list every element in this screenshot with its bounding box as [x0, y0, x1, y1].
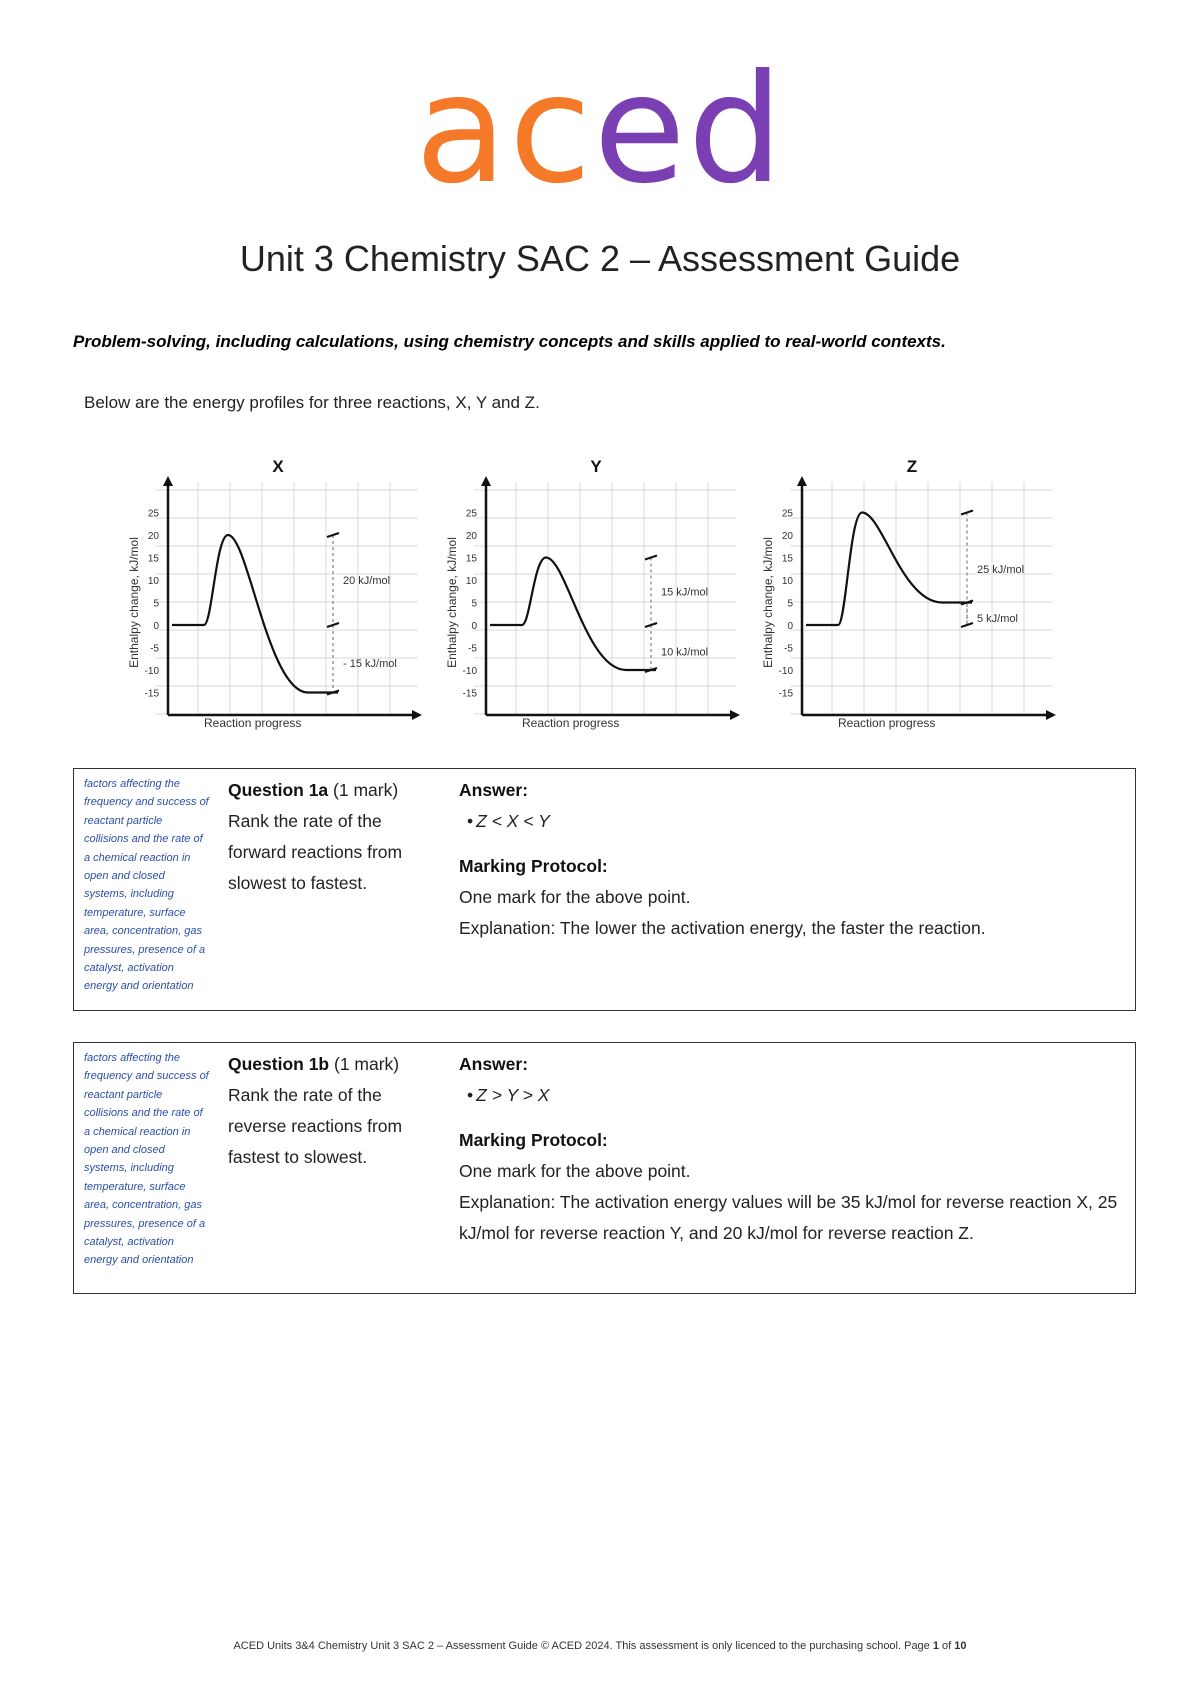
y-tick-label: 20 [465, 531, 477, 542]
key-knowledge-text: factors affecting the frequency and success of reactant particle collisions and the rate of a chemical reaction in open and closed systems, including temperature, surface area, concentration, gas pressures, presence of a catalyst, activation energy and orientation [84, 778, 209, 993]
x-axis-arrow [730, 710, 740, 720]
y-tick-label: 5 [153, 598, 159, 610]
annotation-label: 5 kJ/mol [977, 612, 1018, 625]
annotation-label: - 15 kJ/mol [343, 657, 397, 670]
y-tick-label: -5 [468, 643, 477, 655]
page-footer [0, 1640, 1200, 1652]
answer-point: • Z > Y > X [459, 1080, 1119, 1111]
explanation: Explanation: The activation energy values will be 35 kJ/mol for reverse reaction X, 25 kJ/mol for reverse reaction Y, and 20 kJ/mol for reverse reaction Z. [459, 1192, 1118, 1243]
y-tick-label: 0 [153, 621, 159, 632]
y-axis-label: Enthalpy change, kJ/mol [127, 537, 141, 668]
footer-of: of [942, 1640, 952, 1652]
y-tick-label: 10 [781, 576, 793, 587]
chart-x [127, 457, 422, 730]
question-text: Rank the rate of the forward reactions from slowest to fastest. [228, 811, 403, 893]
y-tick-label: 25 [781, 508, 793, 520]
energy-curve [172, 535, 338, 693]
y-tick-label: 15 [465, 553, 477, 565]
y-tick-label: 20 [147, 531, 159, 542]
x-axis-label: Reaction progress [838, 716, 936, 730]
footer-total: 10 [954, 1640, 967, 1652]
question-1a [228, 775, 438, 899]
y-tick-label: 0 [787, 621, 793, 632]
x-axis-label: Reaction progress [204, 716, 302, 730]
x-axis-label: Reaction progress [522, 716, 620, 730]
energy-profile-charts [100, 450, 1060, 740]
y-tick-label: 15 [147, 553, 159, 565]
annotation-label: 25 kJ/mol [977, 563, 1025, 576]
y-tick-label: -15 [462, 688, 477, 700]
question-1a-box [73, 768, 1136, 1011]
question-1b [228, 1049, 438, 1173]
marking-protocol-label: Marking Protocol: [459, 1130, 608, 1150]
answer-1a [459, 775, 1119, 944]
y-axis-label: Enthalpy change, kJ/mol [445, 537, 459, 668]
y-tick-label: -15 [778, 688, 793, 700]
marking-protocol: One mark for the above point. [459, 1161, 691, 1181]
question-title: Question 1b [228, 1054, 330, 1074]
intro-text: Below are the energy profiles for three reactions, X, Y and Z. [84, 393, 540, 412]
question-marks: (1 mark) [333, 780, 399, 800]
annotation-label: 20 kJ/mol [343, 575, 391, 587]
annotation-label: 10 kJ/mol [661, 646, 709, 659]
x-axis-arrow [412, 710, 422, 720]
page-title: Unit 3 Chemistry SAC 2 – Assessment Guide [239, 238, 961, 279]
y-tick-label: -10 [462, 666, 477, 677]
y-tick-label: 25 [147, 508, 159, 520]
y-tick-label: -10 [144, 666, 159, 677]
question-1b-box [73, 1042, 1136, 1294]
aced-logo: aced [415, 43, 785, 217]
explanation: Explanation: The lower the activation energy, the faster the reaction. [459, 918, 986, 938]
y-tick-label: 0 [471, 621, 477, 632]
answer-1b [459, 1049, 1119, 1249]
footer-text: ACED Units 3&4 Chemistry Unit 3 SAC 2 – Assessment Guide © ACED 2024. This assessment is only licenced to the purchasing school. Page [233, 1640, 930, 1652]
answer-label: Answer: [459, 1054, 529, 1074]
y-tick-label: -5 [150, 643, 159, 655]
annotation-label: 15 kJ/mol [661, 586, 709, 599]
question-title: Question 1a [228, 780, 329, 800]
y-tick-label: 5 [471, 598, 477, 610]
footer-page: 1 [932, 1640, 939, 1652]
y-tick-label: 10 [465, 576, 477, 587]
y-tick-label: 10 [147, 576, 159, 587]
x-axis-arrow [1046, 710, 1056, 720]
y-tick-label: 20 [781, 531, 793, 542]
question-marks: (1 mark) [334, 1054, 400, 1074]
chart-title: Z [906, 457, 918, 476]
y-tick-label: -10 [778, 666, 793, 677]
y-tick-label: -5 [784, 643, 793, 655]
y-axis-arrow [797, 476, 807, 486]
chart-title: Y [590, 457, 602, 476]
y-tick-label: 25 [465, 508, 477, 520]
y-axis-label: Enthalpy change, kJ/mol [761, 537, 775, 668]
chart-title: X [272, 457, 284, 476]
y-tick-label: 5 [787, 598, 793, 610]
y-tick-label: 15 [781, 553, 793, 565]
marking-protocol-label: Marking Protocol: [459, 856, 608, 876]
key-knowledge-text: factors affecting the frequency and success of reactant particle collisions and the rate of a chemical reaction in open and closed systems, including temperature, surface area, concentration, gas pressures, presence of a catalyst, activation energy and orientation [84, 1052, 209, 1267]
y-axis-arrow [481, 476, 491, 486]
answer-point: • Z < X < Y [459, 806, 1119, 837]
y-tick-label: -15 [144, 688, 159, 700]
chart-y [445, 457, 740, 730]
chart-z [761, 457, 1056, 730]
question-text: Rank the rate of the reverse reactions from fastest to slowest. [228, 1085, 403, 1167]
answer-label: Answer: [459, 780, 529, 800]
marking-protocol: One mark for the above point. [459, 887, 691, 907]
subtitle: Problem-solving, including calculations, using chemistry concepts and skills applied to real-world contexts. [73, 332, 946, 351]
y-axis-arrow [163, 476, 173, 486]
energy-curve [806, 513, 972, 626]
